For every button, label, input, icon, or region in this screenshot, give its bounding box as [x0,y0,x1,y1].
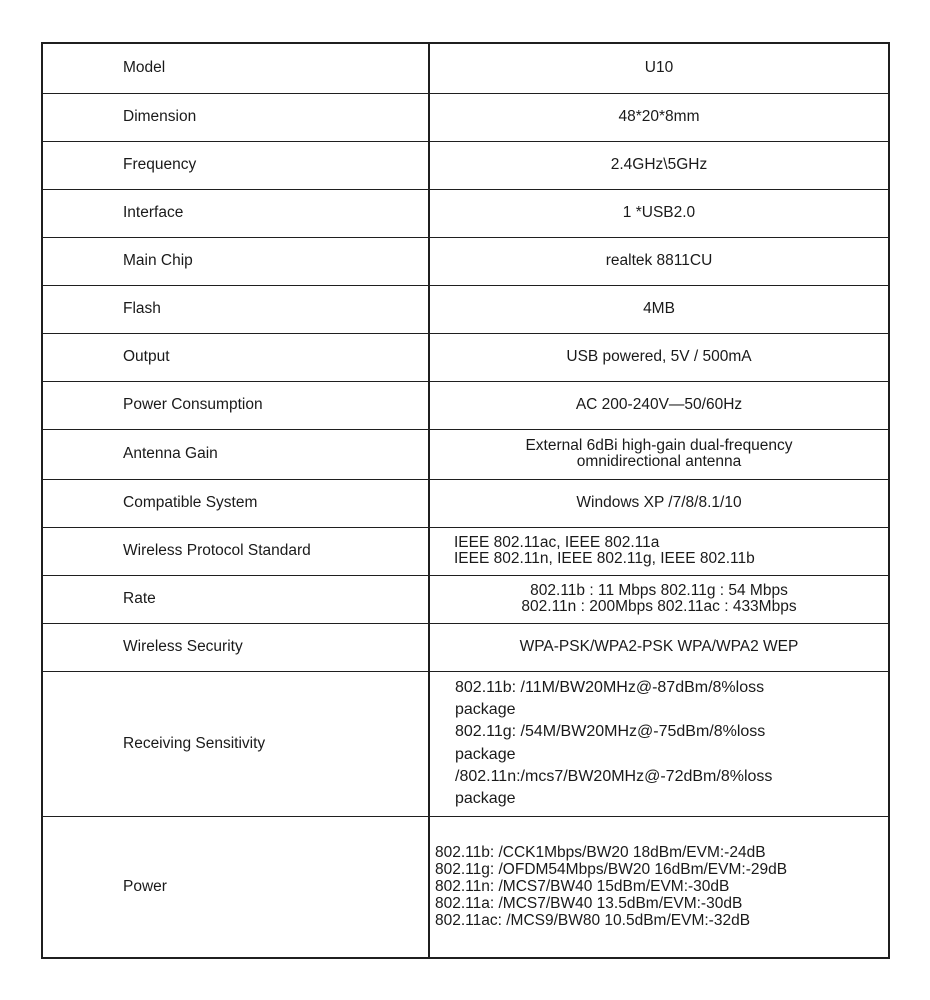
spec-key-main-chip: Main Chip [42,237,429,285]
spec-value-line: package [455,745,516,763]
spec-value-line: IEEE 802.11ac, IEEE 802.11a [454,533,660,551]
spec-row-power [42,816,889,958]
spec-row-main-chip [42,237,889,285]
spec-key-interface: Interface [42,189,429,237]
spec-value-line: 802.11b: /CCK1Mbps/BW20 18dBm/EVM:-24dB [435,844,766,862]
spec-row-compatible-system [42,479,889,527]
spec-row-power-consumption [42,381,889,429]
spec-key-frequency: Frequency [42,141,429,189]
spec-value-line: package [455,789,516,807]
spec-row-output [42,333,889,381]
spec-key-power: Power [42,816,429,958]
spec-value-flash [429,285,889,333]
spec-row-flash [42,285,889,333]
spec-value-power-consumption [429,381,889,429]
spec-value-block [430,844,888,929]
spec-value-interface [429,189,889,237]
spec-value-rate [429,575,889,623]
spec-value-line: 802.11b : 11 Mbps 802.11g : 54 Mbps [530,581,788,599]
spec-key-power-consumption: Power Consumption [42,381,429,429]
spec-value-dimension [429,93,889,141]
spec-key-wireless-protocol-standard: Wireless Protocol Standard [42,527,429,575]
spec-row-wireless-protocol-standard [42,527,889,575]
spec-table [41,42,890,959]
spec-row-dimension [42,93,889,141]
spec-value-block [430,535,888,568]
spec-value-line: /802.11n:/mcs7/BW20MHz@-72dBm/8%loss [455,767,773,785]
spec-row-wireless-security [42,623,889,671]
spec-value-line: USB powered, 5V / 500mA [566,348,752,366]
spec-value-line: IEEE 802.11n, IEEE 802.11g, IEEE 802.11b [454,550,755,567]
spec-value-line: External 6dBi high-gain dual-frequency [525,436,793,454]
spec-row-receiving-sensitivity [42,671,889,816]
spec-row-interface [42,189,889,237]
spec-value-line: 802.11g: /54M/BW20MHz@-75dBm/8%loss [455,723,766,741]
spec-key-output: Output [42,333,429,381]
spec-key-model: Model [42,43,429,93]
spec-value-line: 802.11n: /MCS7/BW40 15dBm/EVM:-30dB [435,878,730,896]
spec-row-frequency [42,141,889,189]
spec-value-receiving-sensitivity [429,671,889,816]
spec-value-line: 802.11n : 200Mbps 802.11ac : 433Mbps [521,598,797,615]
spec-value-line: U10 [644,59,674,77]
spec-value-antenna-gain [429,429,889,479]
spec-value-line: 48*20*8mm [618,108,700,126]
spec-row-model [42,43,889,93]
spec-value-line: package [455,701,516,719]
spec-value-line: realtek 8811CU [605,252,713,270]
spec-value-line: WPA-PSK/WPA2-PSK WPA/WPA2 WEP [519,638,799,656]
spec-value-line: Windows XP /7/8/8.1/10 [576,494,742,512]
spec-value-line: 2.4GHz\5GHz [610,156,708,174]
spec-key-rate: Rate [42,575,429,623]
spec-value-output [429,333,889,381]
spec-key-compatible-system: Compatible System [42,479,429,527]
spec-value-wireless-protocol-standard [429,527,889,575]
spec-value-line: omnidirectional antenna [576,453,742,470]
spec-value-line: 802.11b: /11M/BW20MHz@-87dBm/8%loss [455,679,765,697]
spec-value-block [430,438,888,471]
spec-value-compatible-system [429,479,889,527]
spec-value-line: AC 200-240V—50/60Hz [575,396,743,414]
spec-value-wireless-security [429,623,889,671]
spec-value-line: 4MB [643,300,675,318]
spec-value-line: 802.11a: /MCS7/BW40 13.5dBm/EVM:-30dB [435,895,743,913]
spec-key-flash: Flash [42,285,429,333]
spec-value-main-chip [429,237,889,285]
spec-key-receiving-sensitivity: Receiving Sensitivity [42,671,429,816]
spec-value-line: 802.11ac: /MCS9/BW80 10.5dBm/EVM:-32dB [435,912,751,930]
spec-value-frequency [429,141,889,189]
spec-value-block [430,677,772,809]
spec-key-dimension: Dimension [42,93,429,141]
spec-value-model [429,43,889,93]
spec-value-block [430,583,888,616]
spec-value-power [429,816,889,958]
spec-row-antenna-gain [42,429,889,479]
spec-value-line: 1 *USB2.0 [622,204,696,222]
spec-key-wireless-security: Wireless Security [42,623,429,671]
spec-row-rate [42,575,889,623]
spec-value-line: 802.11g: /OFDM54Mbps/BW20 16dBm/EVM:-29dB [435,861,788,879]
spec-key-antenna-gain: Antenna Gain [42,429,429,479]
